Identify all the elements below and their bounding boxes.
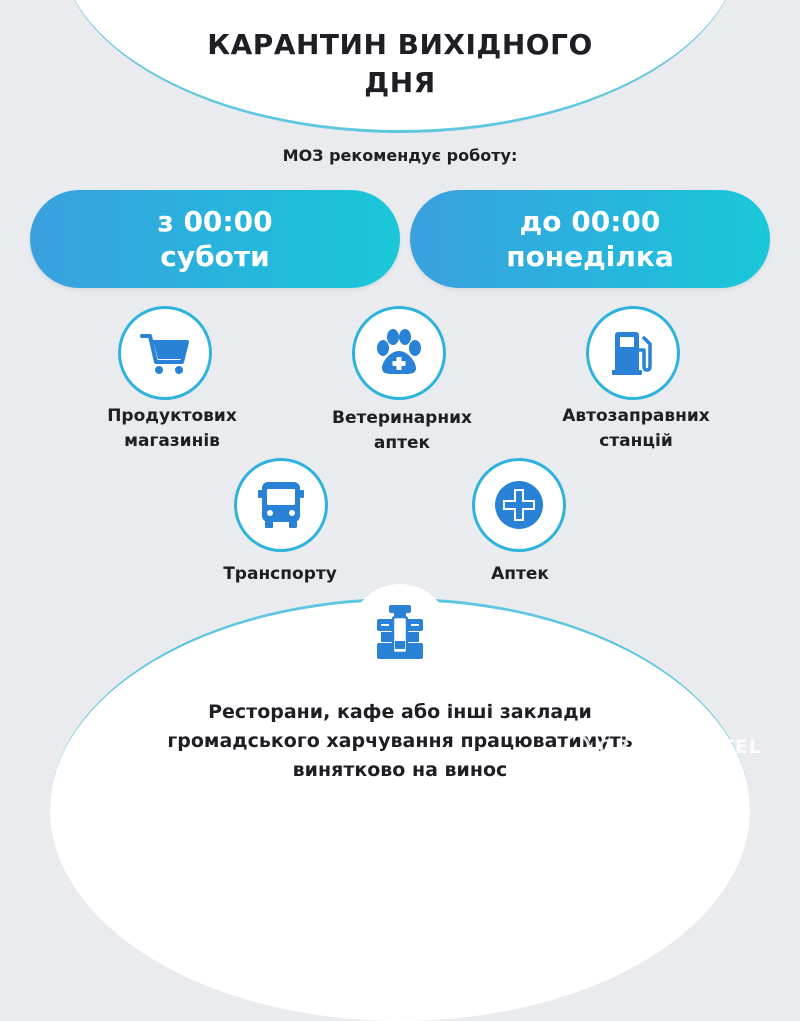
restaurants-text-line-1: Ресторани, кафе або інші заклади bbox=[208, 701, 592, 723]
time-from-day: суботи bbox=[160, 240, 270, 273]
label-grocery-line-2: магазинів bbox=[124, 431, 220, 451]
time-from-pill bbox=[30, 190, 400, 288]
shopping-cart-icon bbox=[138, 326, 192, 380]
label-gas bbox=[536, 404, 736, 454]
page-title bbox=[150, 26, 650, 102]
label-pharmacy bbox=[420, 562, 620, 587]
title-line-1: КАРАНТИН ВИХІДНОГО bbox=[207, 28, 593, 61]
restaurants-text-line-3: винятково на винос bbox=[292, 759, 508, 781]
restaurants-text-line-2: громадського харчування працюватимуть bbox=[167, 730, 633, 752]
bus-icon bbox=[256, 478, 306, 532]
takeaway-box-icon bbox=[367, 601, 433, 667]
label-gas-line-2: станцій bbox=[599, 431, 673, 451]
time-from-time: з 00:00 bbox=[157, 205, 273, 238]
watermark-text: OBOZREVATEL bbox=[598, 736, 762, 758]
subtitle: МОЗ рекомендує роботу: bbox=[282, 146, 518, 165]
medical-cross-icon bbox=[492, 478, 546, 532]
gas-icon-circle bbox=[586, 306, 680, 400]
title-line-2: ДНЯ bbox=[364, 66, 436, 99]
gas-station-icon bbox=[606, 326, 660, 380]
label-vet-line-1: Ветеринарних bbox=[332, 408, 472, 428]
label-vet-line-2: аптек bbox=[373, 433, 431, 453]
label-vet bbox=[302, 406, 502, 456]
watermark-logo-icon bbox=[564, 734, 590, 760]
restaurants-icon-circle bbox=[350, 584, 450, 684]
label-transport-line-1: Транспорту bbox=[223, 564, 337, 584]
grocery-icon-circle bbox=[118, 306, 212, 400]
label-pharmacy-line-1: Аптек bbox=[491, 564, 549, 584]
transport-icon-circle bbox=[234, 458, 328, 552]
paw-icon bbox=[370, 324, 428, 382]
time-to-day: понеділка bbox=[506, 240, 674, 273]
label-transport bbox=[180, 562, 380, 587]
time-to-pill bbox=[410, 190, 770, 288]
label-grocery-line-1: Продуктових bbox=[107, 406, 237, 426]
vet-icon-circle bbox=[352, 306, 446, 400]
pharmacy-icon-circle bbox=[472, 458, 566, 552]
time-to-time: до 00:00 bbox=[519, 205, 661, 238]
label-gas-line-1: Автозаправних bbox=[562, 406, 710, 426]
label-grocery bbox=[72, 404, 272, 454]
watermark bbox=[564, 734, 762, 760]
